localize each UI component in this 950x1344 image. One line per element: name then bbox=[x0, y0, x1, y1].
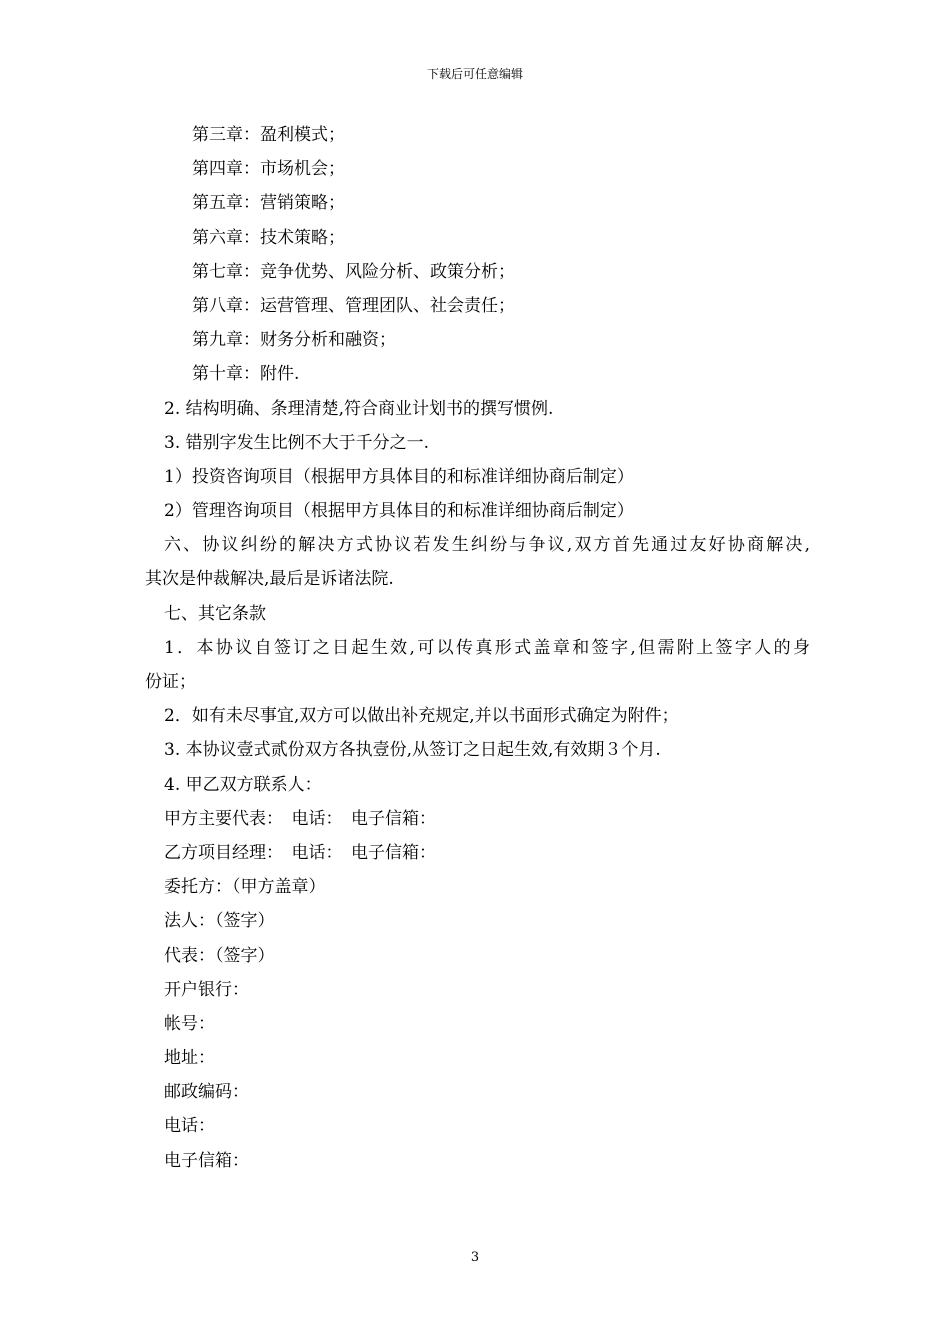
document-line: 1）投资咨询项目（根据甲方具体目的和标准详细协商后制定） bbox=[164, 466, 634, 487]
document-line: 第四章：市场机会； bbox=[192, 159, 345, 180]
document-line: 地址： bbox=[164, 1048, 215, 1069]
document-line: 2．如有未尽事宜,双方可以做出补充规定,并以书面形式确定为附件； bbox=[164, 706, 679, 727]
document-line: 电子信箱： bbox=[164, 1150, 249, 1171]
document-line: 开户银行： bbox=[164, 979, 249, 1000]
document-line: 第六章：技术策略； bbox=[192, 227, 345, 248]
page-header: 下载后可任意编辑 bbox=[426, 67, 523, 81]
page-number: 3 bbox=[470, 1250, 480, 1265]
document-line: 3. 错别字发生比例不大于千分之一. bbox=[164, 432, 430, 453]
document-line: 代表：（签字） bbox=[164, 945, 275, 966]
document-line: 第十章：附件. bbox=[192, 364, 300, 385]
document-line: 份证； bbox=[145, 672, 196, 692]
document-line: 六、协议纠纷的解决方式协议若发生纠纷与争议,双方首先通过友好协商解决, bbox=[164, 535, 810, 556]
document-line: 法人：（签字） bbox=[164, 911, 275, 932]
document-line: 第五章：营销策略； bbox=[192, 193, 345, 214]
document-line: 3. 本协议壹式贰份双方各执壹份,从签订之日起生效,有效期３个月. bbox=[164, 740, 661, 761]
document-line: 1．本协议自签订之日起生效,可以传真形式盖章和签字,但需附上签字人的身 bbox=[164, 637, 810, 658]
document-line: 七、其它条款 bbox=[164, 603, 266, 624]
document-line: 第三章：盈利模式； bbox=[192, 125, 345, 145]
document-line: 第七章：竞争优势、风险分析、政策分析； bbox=[192, 261, 515, 282]
document-line: 2）管理咨询项目（根据甲方具体目的和标准详细协商后制定） bbox=[164, 501, 634, 522]
document-line: 甲方主要代表： 电话： 电子信箱： bbox=[164, 808, 436, 829]
document-line: 4. 甲乙双方联系人： bbox=[164, 774, 322, 795]
document-line: 电话： bbox=[164, 1116, 215, 1137]
document-line: 其次是仲裁解决,最后是诉诸法院. bbox=[145, 569, 394, 590]
document-line: 2. 结构明确、条理清楚,符合商业计划书的撰写惯例. bbox=[164, 398, 554, 419]
document-line: 委托方：（甲方盖章） bbox=[164, 877, 326, 898]
document-line: 乙方项目经理： 电话： 电子信箱： bbox=[164, 842, 436, 863]
document-line: 第八章：运营管理、管理团队、社会责任； bbox=[192, 295, 515, 316]
document-line: 邮政编码： bbox=[164, 1082, 249, 1103]
document-body bbox=[145, 118, 810, 1178]
document-line: 第九章：财务分析和融资； bbox=[192, 330, 396, 351]
document-line: 帐号： bbox=[164, 1013, 215, 1034]
